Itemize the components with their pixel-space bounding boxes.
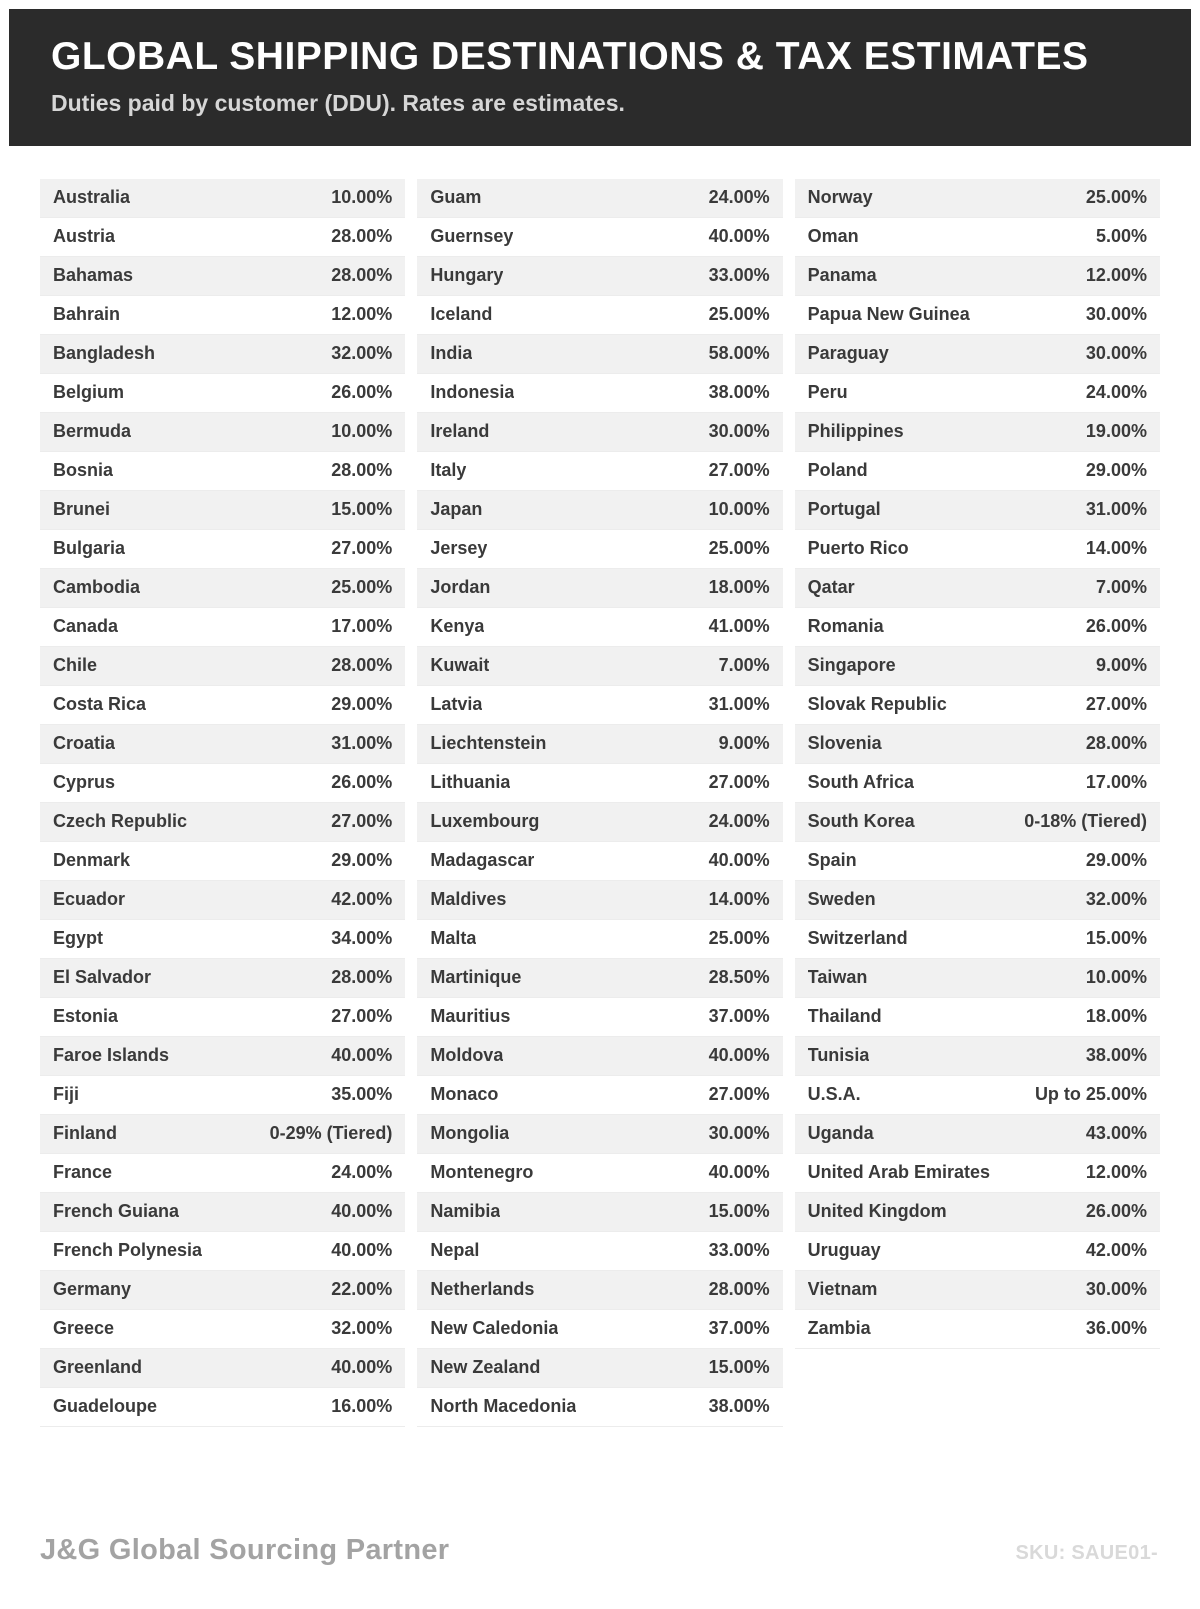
rates-column-1 <box>40 179 405 1427</box>
country-name: Brunei <box>53 499 111 520</box>
country-name: Bangladesh <box>53 343 156 364</box>
table-row <box>417 998 782 1037</box>
table-row <box>40 296 405 335</box>
tax-rate: 25.00% <box>708 928 770 949</box>
table-row <box>795 1154 1160 1193</box>
table-row <box>795 608 1160 647</box>
table-row <box>40 374 405 413</box>
tax-rate: 24.00% <box>1085 382 1147 403</box>
tax-rate: 24.00% <box>331 1162 393 1183</box>
tax-rate: 34.00% <box>331 928 393 949</box>
country-name: Slovak Republic <box>807 694 947 715</box>
table-row <box>795 257 1160 296</box>
table-row <box>417 452 782 491</box>
country-name: Austria <box>53 226 116 247</box>
country-name: Ecuador <box>53 889 126 910</box>
footer <box>40 1534 1158 1567</box>
country-name: Lithuania <box>430 772 511 793</box>
table-row <box>40 257 405 296</box>
table-row <box>40 920 405 959</box>
tax-rate: 5.00% <box>1095 226 1147 247</box>
country-name: Luxembourg <box>430 811 540 832</box>
country-name: Germany <box>53 1279 132 1300</box>
table-row <box>417 1076 782 1115</box>
country-name: Zambia <box>807 1318 871 1339</box>
country-name: Czech Republic <box>53 811 188 832</box>
tax-rate: 40.00% <box>331 1240 393 1261</box>
table-row <box>795 1232 1160 1271</box>
country-name: Chile <box>53 655 98 676</box>
tax-rate: 37.00% <box>708 1006 770 1027</box>
tax-rate: 41.00% <box>708 616 770 637</box>
tax-rate: 40.00% <box>708 1045 770 1066</box>
table-row <box>795 803 1160 842</box>
brand-text: J&G Global Sourcing Partner <box>40 1534 450 1566</box>
table-row <box>40 218 405 257</box>
country-name: Kuwait <box>430 655 490 676</box>
tax-rate: 30.00% <box>1085 343 1147 364</box>
tax-rate: 26.00% <box>331 772 393 793</box>
table-row <box>795 179 1160 218</box>
tax-rate: 7.00% <box>718 655 770 676</box>
tax-rate: 25.00% <box>708 304 770 325</box>
tax-rate: 42.00% <box>331 889 393 910</box>
table-row <box>795 920 1160 959</box>
country-name: El Salvador <box>53 967 152 988</box>
table-row <box>40 1193 405 1232</box>
table-row <box>40 413 405 452</box>
country-name: Denmark <box>53 850 131 871</box>
table-row <box>417 1193 782 1232</box>
tax-rate: 0-18% (Tiered) <box>1024 811 1147 832</box>
tax-rate: 19.00% <box>1085 421 1147 442</box>
country-name: Costa Rica <box>53 694 147 715</box>
country-name: Puerto Rico <box>807 538 909 559</box>
table-row <box>417 959 782 998</box>
tax-rate: 17.00% <box>331 616 393 637</box>
table-row <box>40 335 405 374</box>
tax-rate: 9.00% <box>1095 655 1147 676</box>
table-row <box>417 1310 782 1349</box>
table-row <box>417 374 782 413</box>
table-row <box>795 1193 1160 1232</box>
tax-rate: 15.00% <box>708 1201 770 1222</box>
tax-rate: 42.00% <box>1085 1240 1147 1261</box>
country-name: Guadeloupe <box>53 1396 158 1417</box>
tax-rate: 29.00% <box>331 850 393 871</box>
table-row <box>417 530 782 569</box>
tax-rate: 17.00% <box>1085 772 1147 793</box>
tax-rate: 9.00% <box>718 733 770 754</box>
table-row <box>40 764 405 803</box>
country-name: Finland <box>53 1123 117 1144</box>
tax-rate: 38.00% <box>708 382 770 403</box>
table-row <box>417 1349 782 1388</box>
country-name: Paraguay <box>807 343 889 364</box>
sku-text: SKU: SAUE01- <box>1015 1542 1158 1564</box>
country-name: Bosnia <box>53 460 114 481</box>
tax-rate: 15.00% <box>331 499 393 520</box>
tax-rate: 40.00% <box>708 1162 770 1183</box>
tax-rate: 27.00% <box>1085 694 1147 715</box>
country-name: Mongolia <box>430 1123 510 1144</box>
tax-rate: 29.00% <box>1085 460 1147 481</box>
tax-rate: 12.00% <box>331 304 393 325</box>
table-row <box>417 803 782 842</box>
table-row <box>40 452 405 491</box>
table-row <box>40 1115 405 1154</box>
country-name: Portugal <box>807 499 881 520</box>
country-name: United Arab Emirates <box>807 1162 991 1183</box>
tax-rate: 27.00% <box>708 1084 770 1105</box>
country-name: Malta <box>430 928 477 949</box>
table-row <box>417 647 782 686</box>
tax-rate: 25.00% <box>331 577 393 598</box>
table-row <box>795 491 1160 530</box>
table-row <box>795 1037 1160 1076</box>
table-row <box>40 1388 405 1427</box>
country-name: Ireland <box>430 421 490 442</box>
tax-rate: 27.00% <box>331 811 393 832</box>
country-name: France <box>53 1162 113 1183</box>
country-name: Switzerland <box>807 928 908 949</box>
table-row <box>417 920 782 959</box>
country-name: Greece <box>53 1318 115 1339</box>
tax-rate: 28.00% <box>331 460 393 481</box>
country-name: Guernsey <box>430 226 514 247</box>
table-row <box>417 1154 782 1193</box>
country-name: Croatia <box>53 733 116 754</box>
tax-rate: 32.00% <box>331 343 393 364</box>
table-row <box>417 842 782 881</box>
country-name: Latvia <box>430 694 483 715</box>
table-row <box>795 335 1160 374</box>
country-name: Slovenia <box>807 733 882 754</box>
tax-rate: 10.00% <box>1085 967 1147 988</box>
tax-rate: Up to 25.00% <box>1034 1084 1147 1105</box>
table-row <box>795 530 1160 569</box>
tax-rate: 28.50% <box>708 967 770 988</box>
table-row <box>795 1310 1160 1349</box>
table-row <box>417 569 782 608</box>
table-row <box>417 179 782 218</box>
country-name: Italy <box>430 460 467 481</box>
table-row <box>40 608 405 647</box>
country-name: Belgium <box>53 382 125 403</box>
table-row <box>417 608 782 647</box>
country-name: Bahrain <box>53 304 121 325</box>
tax-rate: 28.00% <box>708 1279 770 1300</box>
table-row <box>40 1271 405 1310</box>
country-name: Norway <box>807 187 873 208</box>
table-row <box>795 842 1160 881</box>
country-name: Moldova <box>430 1045 504 1066</box>
country-name: New Caledonia <box>430 1318 559 1339</box>
country-name: Iceland <box>430 304 493 325</box>
table-row <box>795 413 1160 452</box>
country-name: Martinique <box>430 967 522 988</box>
table-row <box>417 725 782 764</box>
table-row <box>795 1076 1160 1115</box>
country-name: Taiwan <box>807 967 868 988</box>
table-row <box>40 569 405 608</box>
tax-rate: 40.00% <box>708 226 770 247</box>
table-row <box>795 881 1160 920</box>
country-name: Netherlands <box>430 1279 535 1300</box>
tax-rate: 14.00% <box>1085 538 1147 559</box>
country-name: Montenegro <box>430 1162 534 1183</box>
tax-rate: 15.00% <box>1085 928 1147 949</box>
tax-rate: 28.00% <box>331 265 393 286</box>
tax-rate: 32.00% <box>331 1318 393 1339</box>
table-row <box>417 296 782 335</box>
tax-rate: 15.00% <box>708 1357 770 1378</box>
country-name: India <box>430 343 473 364</box>
tax-rate: 30.00% <box>708 1123 770 1144</box>
country-name: Cambodia <box>53 577 141 598</box>
tax-rate: 37.00% <box>708 1318 770 1339</box>
country-name: Canada <box>53 616 119 637</box>
table-row <box>795 452 1160 491</box>
country-name: Jordan <box>430 577 491 598</box>
table-row <box>40 725 405 764</box>
tax-rate: 0-29% (Tiered) <box>269 1123 393 1144</box>
table-row <box>795 998 1160 1037</box>
tax-rate: 10.00% <box>331 421 393 442</box>
table-row <box>40 686 405 725</box>
tax-rate: 14.00% <box>708 889 770 910</box>
table-row <box>40 803 405 842</box>
country-name: Vietnam <box>807 1279 878 1300</box>
table-row <box>795 686 1160 725</box>
tax-rate: 33.00% <box>708 1240 770 1261</box>
tax-rate: 24.00% <box>708 811 770 832</box>
table-row <box>40 1076 405 1115</box>
tax-rate: 27.00% <box>708 772 770 793</box>
country-name: Tunisia <box>807 1045 870 1066</box>
table-row <box>417 1037 782 1076</box>
tax-rate: 30.00% <box>1085 1279 1147 1300</box>
tax-rate: 24.00% <box>708 187 770 208</box>
table-row <box>417 1232 782 1271</box>
tax-rate: 31.00% <box>331 733 393 754</box>
tax-rate: 27.00% <box>708 460 770 481</box>
tax-rate: 32.00% <box>1085 889 1147 910</box>
country-name: Kenya <box>430 616 485 637</box>
tax-rate: 28.00% <box>1085 733 1147 754</box>
tax-rate: 28.00% <box>331 226 393 247</box>
country-name: Mauritius <box>430 1006 511 1027</box>
table-row <box>40 491 405 530</box>
table-row <box>795 218 1160 257</box>
country-name: Namibia <box>430 1201 501 1222</box>
country-name: Monaco <box>430 1084 499 1105</box>
tax-rate: 28.00% <box>331 967 393 988</box>
table-row <box>40 1232 405 1271</box>
country-name: Greenland <box>53 1357 143 1378</box>
tax-rate: 30.00% <box>1085 304 1147 325</box>
country-name: Australia <box>53 187 131 208</box>
tax-rate: 31.00% <box>1085 499 1147 520</box>
tax-rate: 12.00% <box>1085 265 1147 286</box>
country-name: United Kingdom <box>807 1201 947 1222</box>
country-name: Bahamas <box>53 265 134 286</box>
tax-rate: 40.00% <box>331 1357 393 1378</box>
table-row <box>417 491 782 530</box>
tax-rate: 40.00% <box>708 850 770 871</box>
table-row <box>795 959 1160 998</box>
rates-column-3 <box>795 179 1160 1349</box>
tax-rates-table <box>0 179 1200 1427</box>
table-row <box>795 764 1160 803</box>
country-name: French Guiana <box>53 1201 180 1222</box>
tax-rate: 29.00% <box>1085 850 1147 871</box>
table-row <box>417 1271 782 1310</box>
country-name: Bermuda <box>53 421 132 442</box>
country-name: Indonesia <box>430 382 515 403</box>
country-name: Poland <box>807 460 868 481</box>
page-subtitle: Duties paid by customer (DDU). Rates are estimates. <box>51 89 625 116</box>
tax-rate: 7.00% <box>1095 577 1147 598</box>
country-name: Cyprus <box>53 772 116 793</box>
tax-rate: 35.00% <box>331 1084 393 1105</box>
table-row <box>417 1115 782 1154</box>
country-name: Liechtenstein <box>430 733 547 754</box>
country-name: Faroe Islands <box>53 1045 170 1066</box>
table-row <box>417 881 782 920</box>
country-name: Madagascar <box>430 850 535 871</box>
table-row <box>40 842 405 881</box>
tax-rate: 27.00% <box>331 538 393 559</box>
tax-rate: 25.00% <box>1085 187 1147 208</box>
table-row <box>40 179 405 218</box>
tax-rate: 29.00% <box>331 694 393 715</box>
country-name: Maldives <box>430 889 507 910</box>
table-row <box>40 530 405 569</box>
table-row <box>795 725 1160 764</box>
table-row <box>417 686 782 725</box>
country-name: U.S.A. <box>807 1084 861 1105</box>
country-name: Romania <box>807 616 884 637</box>
tax-rate: 26.00% <box>1085 1201 1147 1222</box>
country-name: Spain <box>807 850 857 871</box>
table-row <box>40 1037 405 1076</box>
country-name: New Zealand <box>430 1357 541 1378</box>
tax-rate: 26.00% <box>1085 616 1147 637</box>
table-row <box>417 335 782 374</box>
country-name: Sweden <box>807 889 876 910</box>
tax-rate: 40.00% <box>331 1045 393 1066</box>
table-row <box>417 1388 782 1427</box>
table-row <box>40 1154 405 1193</box>
table-row <box>40 998 405 1037</box>
table-row <box>40 647 405 686</box>
tax-rate: 38.00% <box>1085 1045 1147 1066</box>
country-name: Jersey <box>430 538 488 559</box>
country-name: North Macedonia <box>430 1396 577 1417</box>
country-name: Papua New Guinea <box>807 304 970 325</box>
country-name: South Africa <box>807 772 914 793</box>
table-row <box>795 296 1160 335</box>
tax-rate: 12.00% <box>1085 1162 1147 1183</box>
table-row <box>40 881 405 920</box>
tax-rate: 18.00% <box>708 577 770 598</box>
table-row <box>795 374 1160 413</box>
page <box>0 9 1200 1609</box>
tax-rate: 58.00% <box>708 343 770 364</box>
tax-rate: 27.00% <box>331 1006 393 1027</box>
table-row <box>417 218 782 257</box>
tax-rate: 43.00% <box>1085 1123 1147 1144</box>
table-row <box>40 1310 405 1349</box>
tax-rate: 10.00% <box>708 499 770 520</box>
tax-rate: 16.00% <box>331 1396 393 1417</box>
country-name: Panama <box>807 265 877 286</box>
country-name: Egypt <box>53 928 104 949</box>
tax-rate: 38.00% <box>708 1396 770 1417</box>
country-name: Philippines <box>807 421 904 442</box>
table-row <box>795 647 1160 686</box>
table-row <box>795 1271 1160 1310</box>
country-name: Oman <box>807 226 859 247</box>
table-row <box>795 1115 1160 1154</box>
country-name: Peru <box>807 382 848 403</box>
country-name: Bulgaria <box>53 538 126 559</box>
rates-column-2 <box>417 179 782 1427</box>
tax-rate: 25.00% <box>708 538 770 559</box>
country-name: Uganda <box>807 1123 874 1144</box>
country-name: Uruguay <box>807 1240 881 1261</box>
table-row <box>40 1349 405 1388</box>
tax-rate: 10.00% <box>331 187 393 208</box>
tax-rate: 22.00% <box>331 1279 393 1300</box>
table-row <box>417 413 782 452</box>
country-name: Japan <box>430 499 483 520</box>
country-name: Fiji <box>53 1084 79 1105</box>
country-name: Qatar <box>807 577 855 598</box>
country-name: Thailand <box>807 1006 882 1027</box>
country-name: Singapore <box>807 655 896 676</box>
country-name: Estonia <box>53 1006 119 1027</box>
table-row <box>795 569 1160 608</box>
country-name: Nepal <box>430 1240 480 1261</box>
tax-rate: 36.00% <box>1085 1318 1147 1339</box>
country-name: Guam <box>430 187 482 208</box>
tax-rate: 40.00% <box>331 1201 393 1222</box>
table-row <box>40 959 405 998</box>
tax-rate: 28.00% <box>331 655 393 676</box>
tax-rate: 26.00% <box>331 382 393 403</box>
country-name: French Polynesia <box>53 1240 203 1261</box>
tax-rate: 31.00% <box>708 694 770 715</box>
tax-rate: 33.00% <box>708 265 770 286</box>
table-row <box>417 257 782 296</box>
tax-rate: 18.00% <box>1085 1006 1147 1027</box>
table-row <box>417 764 782 803</box>
country-name: Hungary <box>430 265 504 286</box>
header-banner <box>9 9 1191 146</box>
page-title: GLOBAL SHIPPING DESTINATIONS & TAX ESTIMATES <box>51 35 1089 78</box>
tax-rate: 30.00% <box>708 421 770 442</box>
country-name: South Korea <box>807 811 915 832</box>
